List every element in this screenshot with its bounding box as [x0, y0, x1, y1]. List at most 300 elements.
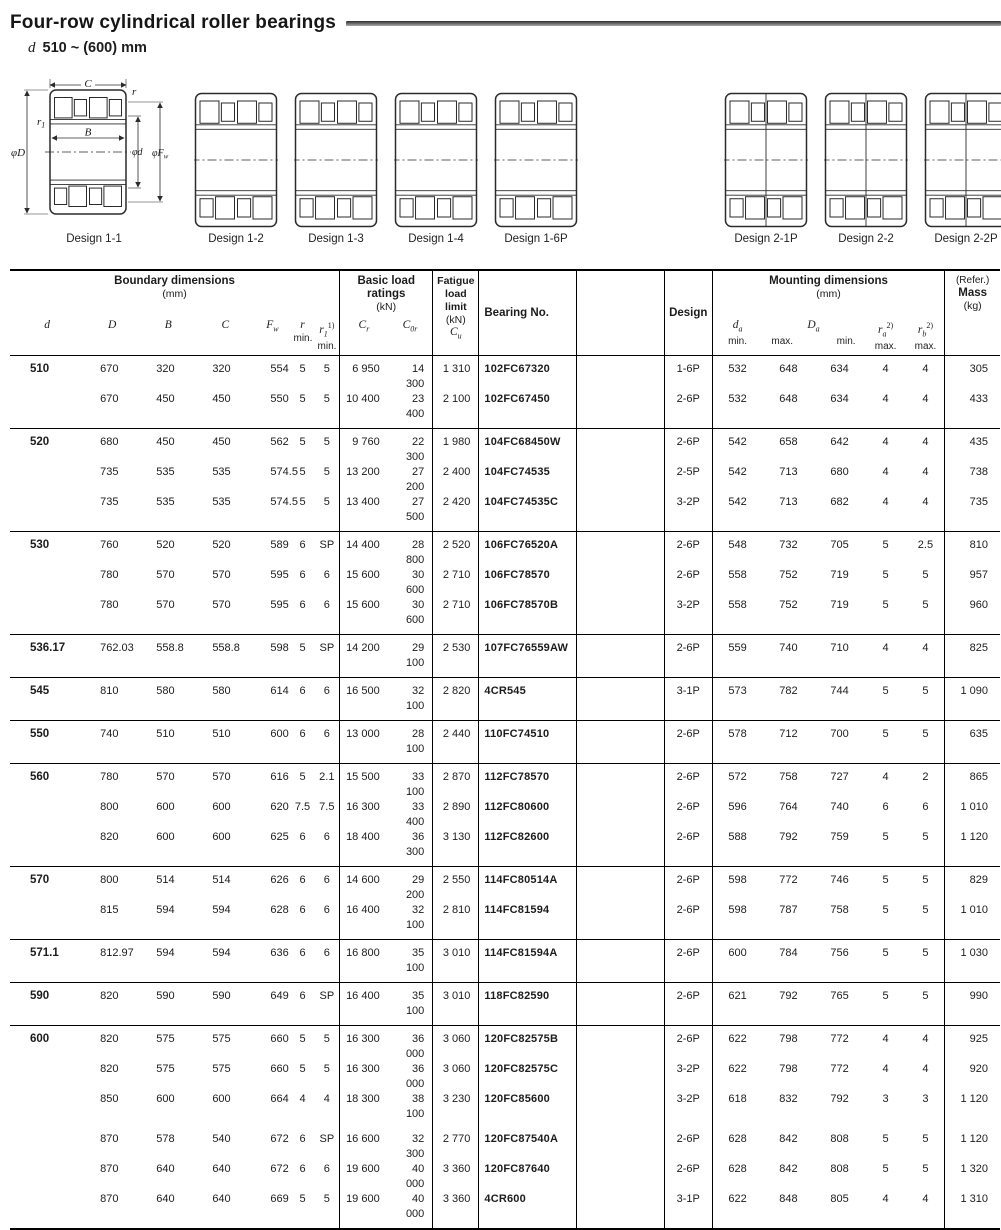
cell-B: 535	[140, 465, 196, 495]
cell-Cr: 13 400	[340, 495, 388, 532]
cell-Da-max: 772	[762, 867, 814, 904]
cell-design: 3-2P	[664, 598, 712, 635]
cell-ra-max: 5	[865, 598, 907, 635]
cell-C0r: 27 500	[388, 495, 433, 532]
bore-group	[10, 635, 1000, 678]
cell-Da-min: 792	[814, 1092, 864, 1122]
cell-Da-max: 787	[762, 903, 814, 940]
cell-rb-max: 5	[907, 598, 945, 635]
cell-mass: 1 120	[945, 1122, 1000, 1162]
table-row	[10, 1192, 1000, 1229]
cell-C: 450	[196, 392, 254, 429]
cell-Cr: 9 760	[340, 429, 388, 466]
cell-mass: 635	[945, 721, 1000, 764]
design-diagram	[294, 92, 378, 245]
cell-D: 780	[84, 764, 140, 801]
cell-Da-max: 832	[762, 1092, 814, 1122]
cell-rb-max: 5	[907, 678, 945, 721]
cell-Da-max: 842	[762, 1162, 814, 1192]
cell-D: 670	[84, 356, 140, 393]
table-row	[10, 532, 1000, 569]
cell-Da-min: 705	[814, 532, 864, 569]
cell-Cu: 2 770	[433, 1122, 479, 1162]
cell-design: 2-6P	[664, 940, 712, 983]
table-row	[10, 1062, 1000, 1092]
cell-rb-max: 5	[907, 940, 945, 983]
svg-text:r: r	[132, 86, 137, 98]
cell-design: 2-6P	[664, 429, 712, 466]
cell-B: 600	[140, 800, 196, 830]
cell-Fw: 649	[254, 983, 290, 1026]
cell-Cu: 2 810	[433, 903, 479, 940]
cell-Da-max: 712	[762, 721, 814, 764]
cell-D: 810	[84, 678, 140, 721]
cell-r: 6	[290, 1162, 314, 1192]
cell-D: 800	[84, 800, 140, 830]
cell-empty	[576, 568, 664, 598]
cell-Da-min: 710	[814, 635, 864, 678]
table-row	[10, 465, 1000, 495]
col-C0r: $C_{0r}$	[388, 316, 433, 356]
cell-C0r: 36 300	[388, 830, 433, 867]
cell-mass: 829	[945, 867, 1000, 904]
cell-C0r: 32 100	[388, 678, 433, 721]
cell-mass: 1 120	[945, 1092, 1000, 1122]
cell-Da-max: 784	[762, 940, 814, 983]
design-label: Design 1-6P	[504, 233, 567, 245]
cell-bearing-no: 104FC74535C	[479, 495, 576, 532]
cell-r1: 5	[315, 1192, 340, 1229]
cell-design: 3-1P	[664, 678, 712, 721]
cell-rb-max: 5	[907, 721, 945, 764]
cell-B: 580	[140, 678, 196, 721]
table-row	[10, 429, 1000, 466]
header-empty-column	[576, 270, 664, 356]
cell-mass: 1 310	[945, 1192, 1000, 1229]
bore-range: 510 ~ (600) mm	[43, 40, 147, 56]
table-row	[10, 867, 1000, 904]
cell-r1: 6	[315, 830, 340, 867]
cell-bearing-no: 114FC81594	[479, 903, 576, 940]
cell-C0r: 22 300	[388, 429, 433, 466]
cell-Da-max: 713	[762, 495, 814, 532]
cell-ra-max: 5	[865, 867, 907, 904]
cell-design: 2-6P	[664, 721, 712, 764]
cell-Cu: 3 360	[433, 1162, 479, 1192]
cell-Da-max: 798	[762, 1062, 814, 1092]
cell-Cr: 13 200	[340, 465, 388, 495]
page-header	[10, 12, 1001, 34]
cell-r1: 5	[315, 495, 340, 532]
table-row	[10, 1122, 1000, 1162]
cell-Cu: 2 820	[433, 678, 479, 721]
cell-Da-max: 713	[762, 465, 814, 495]
cell-C: 600	[196, 1092, 254, 1122]
cell-r1: 4	[315, 1092, 340, 1122]
cell-C0r: 36 000	[388, 1026, 433, 1063]
bore-group	[10, 1026, 1000, 1230]
cell-Da-min: 740	[814, 800, 864, 830]
cell-mass: 865	[945, 764, 1000, 801]
cell-D: 735	[84, 495, 140, 532]
cell-Da-min: 634	[814, 356, 864, 393]
cell-Cu: 2 100	[433, 392, 479, 429]
cell-Cu: 2 400	[433, 465, 479, 495]
cell-r: 6	[290, 598, 314, 635]
cell-empty	[576, 903, 664, 940]
cell-C: 640	[196, 1162, 254, 1192]
cell-C0r: 28 100	[388, 721, 433, 764]
col-r1: $r_1^{1)}$ min.	[315, 316, 340, 356]
cell-empty	[576, 1092, 664, 1122]
cell-r1: 6	[315, 678, 340, 721]
cell-r: 5	[290, 1026, 314, 1063]
cell-C0r: 40 000	[388, 1162, 433, 1192]
cell-D: 812.97	[84, 940, 140, 983]
cell-B: 594	[140, 940, 196, 983]
cell-D: 820	[84, 983, 140, 1026]
cell-ra-max: 5	[865, 903, 907, 940]
cell-empty	[576, 983, 664, 1026]
cell-Cu: 1 980	[433, 429, 479, 466]
cell-r1: SP	[315, 983, 340, 1026]
cell-Cu: 2 710	[433, 568, 479, 598]
col-d: d	[10, 316, 84, 356]
cell-C: 600	[196, 830, 254, 867]
bore-range-subtitle	[28, 40, 1001, 57]
table-row	[10, 940, 1000, 983]
bore-group	[10, 356, 1000, 429]
cell-bearing-no: 104FC74535	[479, 465, 576, 495]
cell-Cu: 3 360	[433, 1192, 479, 1229]
cell-ra-max: 4	[865, 356, 907, 393]
bore-group	[10, 764, 1000, 867]
cell-Cu: 2 440	[433, 721, 479, 764]
table-row	[10, 495, 1000, 532]
cell-rb-max: 5	[907, 1122, 945, 1162]
cell-da-min: 628	[712, 1162, 762, 1192]
cell-Fw: 574.5	[254, 495, 290, 532]
cell-r: 6	[290, 903, 314, 940]
cell-D: 800	[84, 867, 140, 904]
cell-Cr: 13 000	[340, 721, 388, 764]
col-Fw: $F_w$	[254, 316, 290, 356]
cell-r: 6	[290, 532, 314, 569]
cell-empty	[576, 495, 664, 532]
cell-rb-max: 5	[907, 1162, 945, 1192]
cell-Da-min: 682	[814, 495, 864, 532]
design-diagram	[924, 92, 1001, 245]
cell-mass: 825	[945, 635, 1000, 678]
cell-empty	[576, 764, 664, 801]
cell-bearing-no: 4CR600	[479, 1192, 576, 1229]
cell-B: 590	[140, 983, 196, 1026]
cell-empty	[576, 598, 664, 635]
cell-r1: 6	[315, 721, 340, 764]
cell-mass: 735	[945, 495, 1000, 532]
cell-mass: 990	[945, 983, 1000, 1026]
cell-r: 6	[290, 678, 314, 721]
cell-Cr: 14 400	[340, 532, 388, 569]
cell-C0r: 32 300	[388, 1122, 433, 1162]
cell-mass: 738	[945, 465, 1000, 495]
cell-rb-max: 5	[907, 867, 945, 904]
table-row	[10, 678, 1000, 721]
cell-rb-max: 5	[907, 983, 945, 1026]
cell-C: 320	[196, 356, 254, 393]
header-design: Design	[664, 270, 712, 356]
design-label: Design 1-1	[66, 233, 122, 245]
cell-B: 600	[140, 1092, 196, 1122]
cell-design: 3-2P	[664, 1062, 712, 1092]
design-diagram	[494, 92, 578, 245]
svg-text:φD: φD	[11, 147, 25, 159]
cell-Cu: 3 060	[433, 1062, 479, 1092]
cell-Da-min: 642	[814, 429, 864, 466]
cell-d: 510	[10, 356, 84, 429]
cell-Cr: 14 200	[340, 635, 388, 678]
cell-Cu: 1 310	[433, 356, 479, 393]
cell-Cu: 3 230	[433, 1092, 479, 1122]
table-row	[10, 764, 1000, 801]
cell-C: 570	[196, 598, 254, 635]
cell-D: 820	[84, 1062, 140, 1092]
cell-B: 575	[140, 1062, 196, 1092]
cell-ra-max: 3	[865, 1092, 907, 1122]
cell-da-min: 559	[712, 635, 762, 678]
cell-empty	[576, 1192, 664, 1229]
cell-C0r: 35 100	[388, 940, 433, 983]
cell-design: 2-6P	[664, 1026, 712, 1063]
header-fatigue-load-limit: Fatigue load limit (kN) $C_u$	[433, 270, 479, 356]
cell-B: 600	[140, 830, 196, 867]
cell-Cu: 2 710	[433, 598, 479, 635]
cell-bearing-no: 114FC80514A	[479, 867, 576, 904]
cell-D: 815	[84, 903, 140, 940]
design-diagram	[724, 92, 808, 245]
cell-Cu: 2 530	[433, 635, 479, 678]
design-label: Design 1-2	[208, 233, 264, 245]
cell-Da-min: 744	[814, 678, 864, 721]
cell-Da-max: 792	[762, 830, 814, 867]
bore-group	[10, 867, 1000, 940]
cell-empty	[576, 678, 664, 721]
cell-empty	[576, 1122, 664, 1162]
cell-D: 820	[84, 830, 140, 867]
cell-Cu: 2 420	[433, 495, 479, 532]
cell-C0r: 33 400	[388, 800, 433, 830]
cell-Da-max: 648	[762, 392, 814, 429]
cell-r: 6	[290, 940, 314, 983]
cell-bearing-no: 120FC85600	[479, 1092, 576, 1122]
cell-rb-max: 5	[907, 830, 945, 867]
cell-rb-max: 4	[907, 465, 945, 495]
cell-rb-max: 4	[907, 1062, 945, 1092]
cell-Cu: 3 130	[433, 830, 479, 867]
design-label: Design 1-4	[408, 233, 464, 245]
cell-ra-max: 5	[865, 678, 907, 721]
cell-C0r: 23 400	[388, 392, 433, 429]
cell-D: 870	[84, 1192, 140, 1229]
cell-C: 575	[196, 1026, 254, 1063]
cell-r1: 5	[315, 429, 340, 466]
cell-Da-max: 758	[762, 764, 814, 801]
cell-bearing-no: 120FC87640	[479, 1162, 576, 1192]
bearing-cross-section	[494, 92, 578, 228]
cell-bearing-no: 102FC67320	[479, 356, 576, 393]
cell-B: 450	[140, 429, 196, 466]
bore-group	[10, 721, 1000, 764]
cell-B: 594	[140, 903, 196, 940]
cell-r1: 5	[315, 1062, 340, 1092]
cell-rb-max: 2.5	[907, 532, 945, 569]
cell-rb-max: 4	[907, 429, 945, 466]
cell-empty	[576, 830, 664, 867]
col-r: r min.	[290, 316, 314, 356]
cell-bearing-no: 107FC76559AW	[479, 635, 576, 678]
bore-group	[10, 532, 1000, 635]
page-title: Four-row cylindrical roller bearings	[10, 12, 336, 34]
svg-text:r1: $r_1$	[37, 116, 45, 130]
cell-Cr: 15 600	[340, 568, 388, 598]
cell-Cr: 16 400	[340, 983, 388, 1026]
cell-da-min: 572	[712, 764, 762, 801]
cell-mass: 305	[945, 356, 1000, 393]
cell-Da-max: 648	[762, 356, 814, 393]
cell-da-min: 598	[712, 903, 762, 940]
header-boundary-dimensions: Boundary dimensions (mm)	[10, 270, 340, 316]
design-label: Design 2-1P	[734, 233, 797, 245]
cell-bearing-no: 106FC78570B	[479, 598, 576, 635]
cell-C: 575	[196, 1062, 254, 1092]
cell-mass: 1 120	[945, 830, 1000, 867]
cell-Cr: 14 600	[340, 867, 388, 904]
cell-D: 870	[84, 1122, 140, 1162]
cell-ra-max: 5	[865, 1162, 907, 1192]
cell-design: 2-6P	[664, 903, 712, 940]
cell-D: 870	[84, 1162, 140, 1192]
cell-Fw: 614	[254, 678, 290, 721]
cell-design: 2-6P	[664, 830, 712, 867]
cell-ra-max: 6	[865, 800, 907, 830]
cell-C: 570	[196, 568, 254, 598]
cell-empty	[576, 1026, 664, 1063]
cell-C: 594	[196, 903, 254, 940]
cell-Fw: 595	[254, 568, 290, 598]
cell-empty	[576, 1162, 664, 1192]
design-diagram	[194, 92, 278, 245]
cell-B: 520	[140, 532, 196, 569]
cell-bearing-no: 106FC78570	[479, 568, 576, 598]
svg-text:φd: φd	[132, 147, 144, 158]
cell-rb-max: 2	[907, 764, 945, 801]
col-Cr: $C_r$	[340, 316, 388, 356]
bore-group	[10, 429, 1000, 532]
cell-r1: 5	[315, 1026, 340, 1063]
bearing-cross-section	[924, 92, 1001, 228]
svg-text:C: C	[84, 78, 92, 90]
table-row	[10, 598, 1000, 635]
cell-empty	[576, 532, 664, 569]
cell-da-min: 578	[712, 721, 762, 764]
cell-D: 850	[84, 1092, 140, 1122]
cell-bearing-no: 114FC81594A	[479, 940, 576, 983]
cell-mass: 1 010	[945, 903, 1000, 940]
cell-Fw: 672	[254, 1162, 290, 1192]
cell-empty	[576, 465, 664, 495]
col-rb: $r_b^{2)}$ max.	[907, 316, 945, 356]
cell-Cr: 19 600	[340, 1192, 388, 1229]
cell-Da-min: 808	[814, 1122, 864, 1162]
cell-d: 545	[10, 678, 84, 721]
cell-r1: 6	[315, 568, 340, 598]
cell-design: 2-6P	[664, 983, 712, 1026]
cell-rb-max: 4	[907, 495, 945, 532]
svg-text:φFw: $\varphi F_w$	[152, 148, 169, 161]
cell-C0r: 30 600	[388, 598, 433, 635]
cell-Cu: 3 010	[433, 940, 479, 983]
cell-da-min: 622	[712, 1192, 762, 1229]
cell-rb-max: 4	[907, 1026, 945, 1063]
cell-rb-max: 5	[907, 903, 945, 940]
cell-Cr: 18 300	[340, 1092, 388, 1122]
table-header	[10, 270, 1000, 356]
cell-da-min: 622	[712, 1026, 762, 1063]
cell-C: 570	[196, 764, 254, 801]
cell-Cr: 16 800	[340, 940, 388, 983]
table-row	[10, 800, 1000, 830]
header-bearing-no: Bearing No.	[479, 270, 576, 356]
cell-da-min: 588	[712, 830, 762, 867]
col-ra: $r_a^{2)}$ max.	[865, 316, 907, 356]
cell-r1: 5	[315, 356, 340, 393]
cell-r: 5	[290, 392, 314, 429]
cell-ra-max: 5	[865, 532, 907, 569]
cell-mass: 435	[945, 429, 1000, 466]
cell-Fw: 626	[254, 867, 290, 904]
cell-Da-min: 805	[814, 1192, 864, 1229]
table-row	[10, 983, 1000, 1026]
cell-Da-max: 658	[762, 429, 814, 466]
cell-C: 540	[196, 1122, 254, 1162]
cell-Fw: 595	[254, 598, 290, 635]
cell-C0r: 38 100	[388, 1092, 433, 1122]
cell-da-min: 573	[712, 678, 762, 721]
cell-r1: SP	[315, 635, 340, 678]
cell-bearing-no: 110FC74510	[479, 721, 576, 764]
table-row	[10, 635, 1000, 678]
cell-D: 735	[84, 465, 140, 495]
bore-symbol: d	[28, 40, 36, 56]
design-diagram	[10, 76, 178, 245]
bore-group	[10, 983, 1000, 1026]
cell-d: 570	[10, 867, 84, 940]
cell-empty	[576, 356, 664, 393]
cell-empty	[576, 1062, 664, 1092]
cell-bearing-no: 112FC80600	[479, 800, 576, 830]
cell-design: 2-6P	[664, 532, 712, 569]
cell-D: 680	[84, 429, 140, 466]
cell-Fw: 628	[254, 903, 290, 940]
cell-rb-max: 4	[907, 635, 945, 678]
cell-C: 520	[196, 532, 254, 569]
cell-r: 6	[290, 568, 314, 598]
cell-C0r: 30 600	[388, 568, 433, 598]
cell-bearing-no: 112FC82600	[479, 830, 576, 867]
cell-C: 590	[196, 983, 254, 1026]
cell-mass: 920	[945, 1062, 1000, 1092]
cell-Da-max: 848	[762, 1192, 814, 1229]
